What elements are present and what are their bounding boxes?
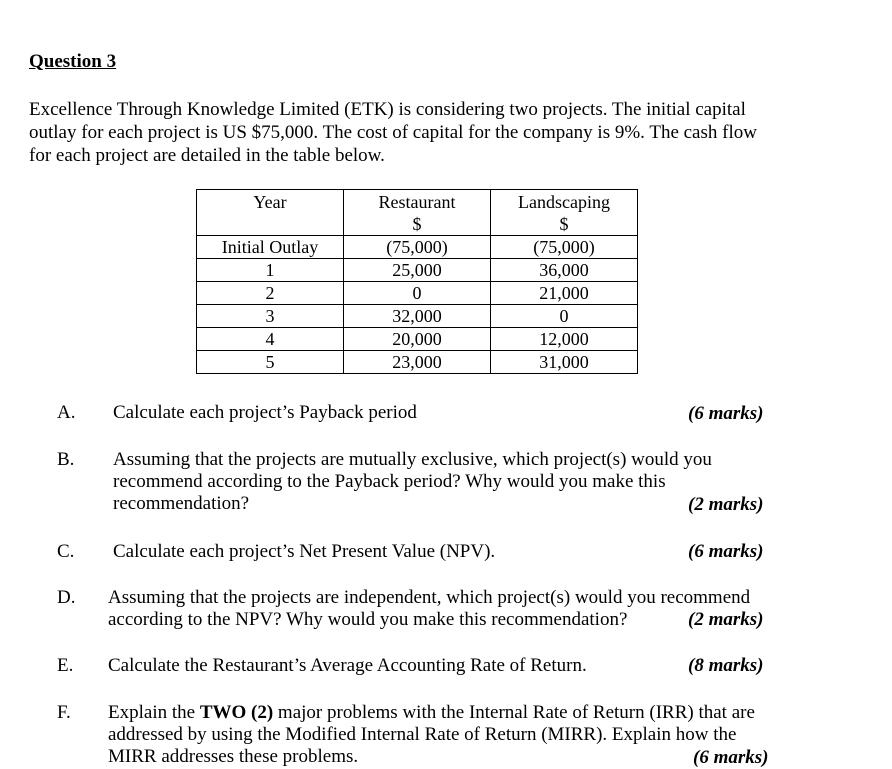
cell-landscaping: 31,000 [491, 351, 638, 374]
marks-label: (6 marks) [693, 747, 769, 768]
question-letter: D. [57, 587, 76, 608]
cell-year: 4 [197, 328, 344, 351]
question-letter: B. [57, 449, 75, 470]
question-heading: Question 3 [29, 51, 117, 72]
intro-line: for each project are detailed in the table below. [29, 145, 385, 166]
cash-flow-table [196, 189, 638, 374]
cell-year: 5 [197, 351, 344, 374]
question-text: Assuming that the projects are independent, which project(s) would you recommend according to the NPV? Why would you make this recommendation? [108, 587, 751, 630]
cell-landscaping: (75,000) [491, 236, 638, 259]
marks-label: (8 marks) [688, 655, 764, 676]
table-row [197, 305, 638, 328]
question-letter: C. [57, 541, 75, 562]
cell-restaurant: 0 [344, 282, 491, 305]
intro-line: Excellence Through Knowledge Limited (ETK) is considering two projects. The initial capital [29, 99, 746, 120]
cell-year: Initial Outlay [197, 236, 344, 259]
cell-year: 2 [197, 282, 344, 305]
table-row [197, 328, 638, 351]
question-letter: F. [57, 702, 71, 723]
question-text: Assuming that the projects are mutually exclusive, which project(s) would you recommend according to the Payback period? Why would you make this recommendation? [113, 449, 712, 514]
marks-label: (6 marks) [688, 403, 764, 424]
cell-restaurant: 25,000 [344, 259, 491, 282]
question-letter: A. [57, 402, 76, 423]
cell-landscaping: 12,000 [491, 328, 638, 351]
marks-label: (2 marks) [688, 609, 764, 630]
intro-paragraph [29, 98, 829, 167]
header-restaurant: Restaurant $ [344, 190, 491, 236]
table-row [197, 282, 638, 305]
header-landscaping: Landscaping $ [491, 190, 638, 236]
cell-year: 3 [197, 305, 344, 328]
header-year: Year [197, 190, 344, 236]
table-row [197, 259, 638, 282]
table-row [197, 351, 638, 374]
cell-landscaping: 21,000 [491, 282, 638, 305]
cell-restaurant: 23,000 [344, 351, 491, 374]
table-header-row [197, 190, 638, 236]
intro-line: outlay for each project is US $75,000. The cost of capital for the company is 9%. The cash flow [29, 122, 757, 143]
marks-label: (6 marks) [688, 541, 764, 562]
cell-restaurant: (75,000) [344, 236, 491, 259]
cell-year: 1 [197, 259, 344, 282]
question-letter: E. [57, 655, 74, 676]
question-text: Calculate each project’s Net Present Value (NPV). [113, 541, 496, 562]
cell-restaurant: 20,000 [344, 328, 491, 351]
emphasis-bold: TWO (2) [199, 702, 274, 723]
table-row [197, 236, 638, 259]
question-text: Explain the TWO (2) major problems with the Internal Rate of Return (IRR) that are addressed by using the Modified Internal Rate of Return (MIRR). Explain how the MIRR addresses these problems. [108, 702, 755, 767]
cell-restaurant: 32,000 [344, 305, 491, 328]
question-text: Calculate each project’s Payback period [113, 402, 417, 423]
cell-landscaping: 36,000 [491, 259, 638, 282]
question-text: Calculate the Restaurant’s Average Accounting Rate of Return. [108, 655, 587, 676]
marks-label: (2 marks) [688, 494, 764, 515]
cell-landscaping: 0 [491, 305, 638, 328]
